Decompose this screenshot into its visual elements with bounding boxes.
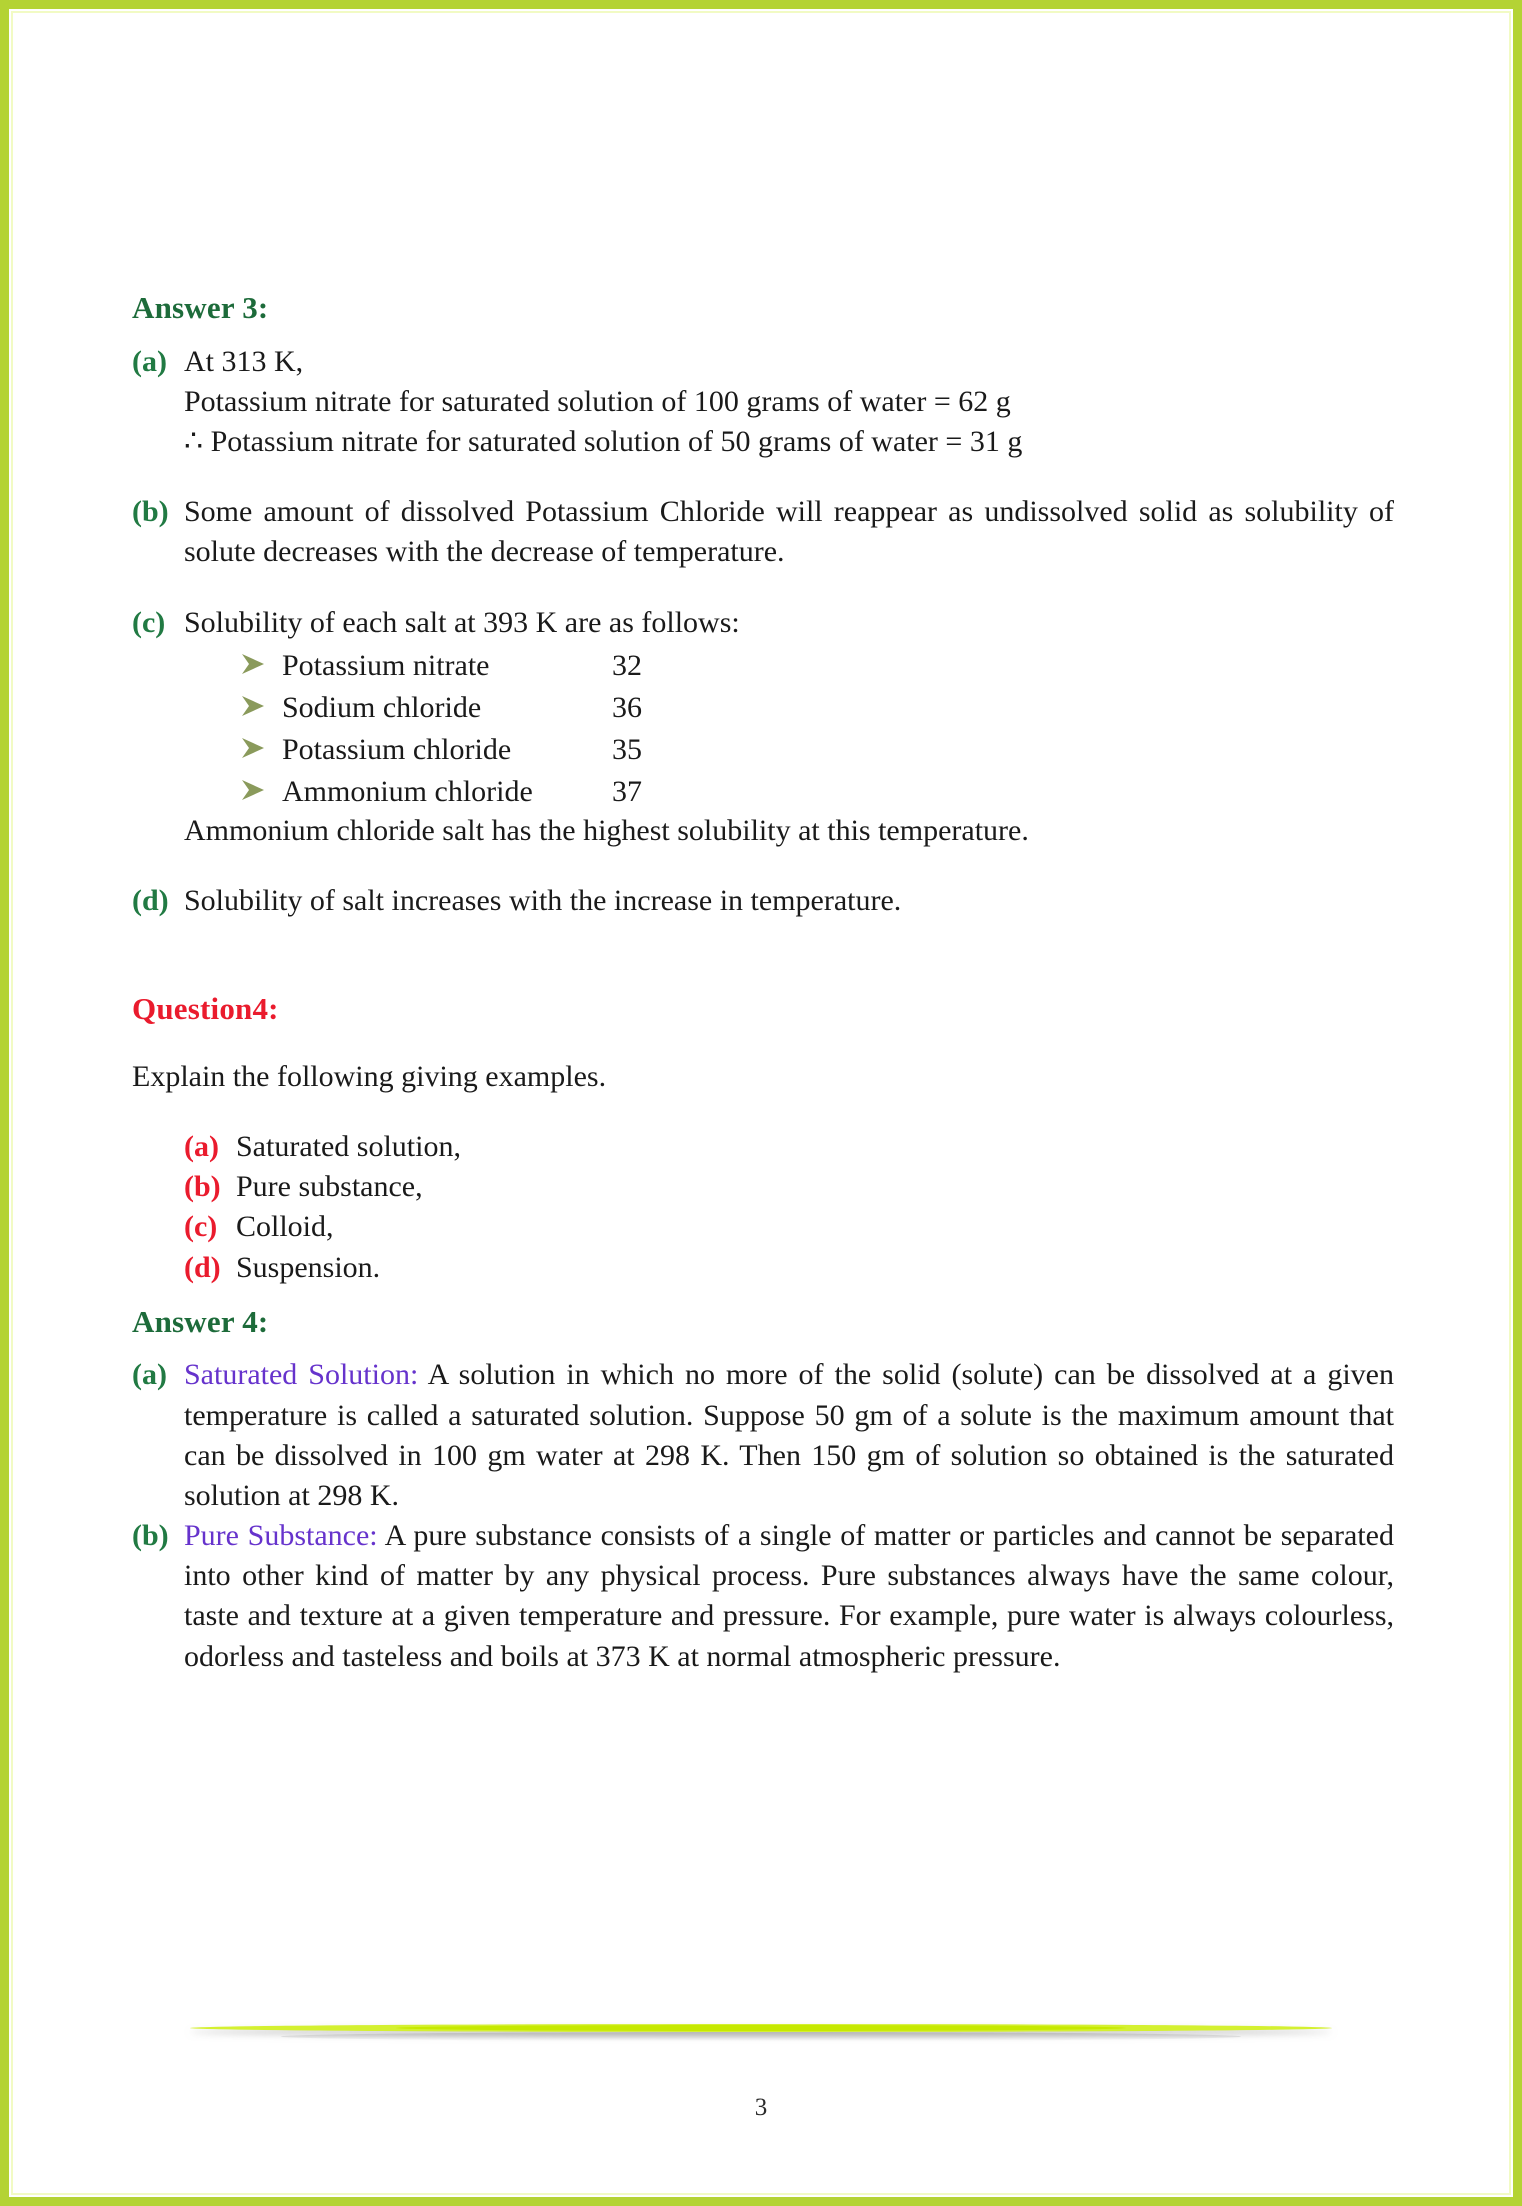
item-body: Suspension. xyxy=(236,1250,381,1284)
question-4-heading: Question4: xyxy=(132,991,279,1027)
arrow-bullet-icon xyxy=(240,769,282,801)
term-label: Saturated Solution: xyxy=(184,1358,419,1392)
answer-4-item-b xyxy=(132,1516,1394,1677)
spacer xyxy=(132,326,1394,342)
term-definition: A pure substance consists of a single of matter or particles and cannot be separated into other kind of matter by any physical process. Pure substances always have the same colour, taste and texture at a given temperature and pressure. For example, pure water is always colourless, odorless and tasteless and boils at 373 K at normal atmospheric pressure. xyxy=(184,1519,1394,1673)
spacer xyxy=(132,573,1394,603)
answer-3-item-b xyxy=(132,492,1394,572)
spacer xyxy=(132,921,1394,975)
item-marker: (a) xyxy=(132,344,167,378)
salt-value: 36 xyxy=(612,690,642,724)
divider-shadow xyxy=(281,2032,1240,2041)
item-marker: (a) xyxy=(132,1358,167,1392)
spacer xyxy=(132,462,1394,492)
item-marker: (d) xyxy=(132,883,169,917)
spacer xyxy=(132,1288,1394,1304)
page-footer xyxy=(0,1976,1522,2206)
answer-4-item-a xyxy=(132,1355,1394,1516)
answer-3-a-line-3: ∴ Potassium nitrate for saturated solution of 50 grams of water = 31 g xyxy=(184,425,1023,459)
list-item xyxy=(184,1207,1394,1247)
salt-value: 32 xyxy=(612,648,642,682)
item-body: Solubility of salt increases with the increase in temperature. xyxy=(184,883,902,917)
list-item xyxy=(184,1127,1394,1167)
list-item xyxy=(240,769,1394,811)
arrow-bullet-icon xyxy=(240,643,282,675)
footer-divider xyxy=(190,2018,1332,2044)
item-body: Pure substance, xyxy=(236,1170,423,1204)
item-body: Colloid, xyxy=(236,1210,334,1244)
item-body xyxy=(184,1516,1394,1677)
item-body xyxy=(184,342,1394,463)
spacer xyxy=(132,975,1394,991)
salt-name: Potassium nitrate xyxy=(282,648,490,682)
item-body: Saturated solution, xyxy=(236,1129,461,1163)
page-content xyxy=(132,290,1394,1677)
term-definition: A solution in which no more of the solid (solute) can be dissolved at a given temperature is called a saturated solution. Suppose 50 gm of a solute is the maximum amount that can be dissolved in 100 gm water at 298 K. Then 150 gm of solution so obtained is the saturated solution at 298 K. xyxy=(184,1358,1394,1512)
answer-3-a-line-2: Potassium nitrate for saturated solution of 100 grams of water = 62 g xyxy=(184,384,1011,418)
salt-value: 37 xyxy=(612,774,642,808)
spacer xyxy=(132,1097,1394,1127)
arrow-bullet-icon xyxy=(240,685,282,717)
item-body: Some amount of dissolved Potassium Chloride will reappear as undissolved solid as solubility of solute decreases with the decrease of temperature. xyxy=(184,495,1394,569)
question-4-options xyxy=(184,1127,1394,1288)
answer-3-item-d xyxy=(132,881,1394,921)
spacer xyxy=(132,1339,1394,1355)
answer-4-heading: Answer 4: xyxy=(132,1303,269,1339)
list-item xyxy=(240,643,1394,685)
solubility-list xyxy=(240,643,1394,811)
spacer xyxy=(132,1027,1394,1057)
salt-name: Sodium chloride xyxy=(282,690,482,724)
salt-name: Ammonium chloride xyxy=(282,774,533,808)
term-label: Pure Substance: xyxy=(184,1519,378,1553)
arrow-bullet-icon xyxy=(240,727,282,759)
answer-3-c-intro: Solubility of each salt at 393 K are as follows: xyxy=(184,605,740,639)
list-item xyxy=(184,1167,1394,1207)
answer-3-heading: Answer 3: xyxy=(132,290,269,325)
salt-value: 35 xyxy=(612,732,642,766)
item-marker: (d) xyxy=(184,1250,221,1284)
answer-3-item-a xyxy=(132,342,1394,463)
item-marker: (b) xyxy=(184,1170,221,1204)
item-marker: (c) xyxy=(132,605,166,639)
answer-3-a-line-1: At 313 K, xyxy=(184,344,304,378)
list-item xyxy=(184,1248,1394,1288)
item-marker: (a) xyxy=(184,1129,219,1163)
item-body xyxy=(184,603,1394,851)
item-marker: (b) xyxy=(132,495,169,529)
answer-3-item-c xyxy=(132,603,1394,851)
item-marker: (c) xyxy=(184,1210,218,1244)
item-marker: (b) xyxy=(132,1519,169,1553)
item-body xyxy=(184,1355,1394,1516)
list-item xyxy=(240,685,1394,727)
question-4-prompt: Explain the following giving examples. xyxy=(132,1059,607,1093)
page-number: 3 xyxy=(754,2094,768,2121)
divider-lens xyxy=(190,2024,1332,2032)
list-item xyxy=(240,727,1394,769)
spacer xyxy=(132,851,1394,881)
salt-name: Potassium chloride xyxy=(282,732,512,766)
answer-3-c-conclusion: Ammonium chloride salt has the highest solubility at this temperature. xyxy=(184,813,1029,847)
